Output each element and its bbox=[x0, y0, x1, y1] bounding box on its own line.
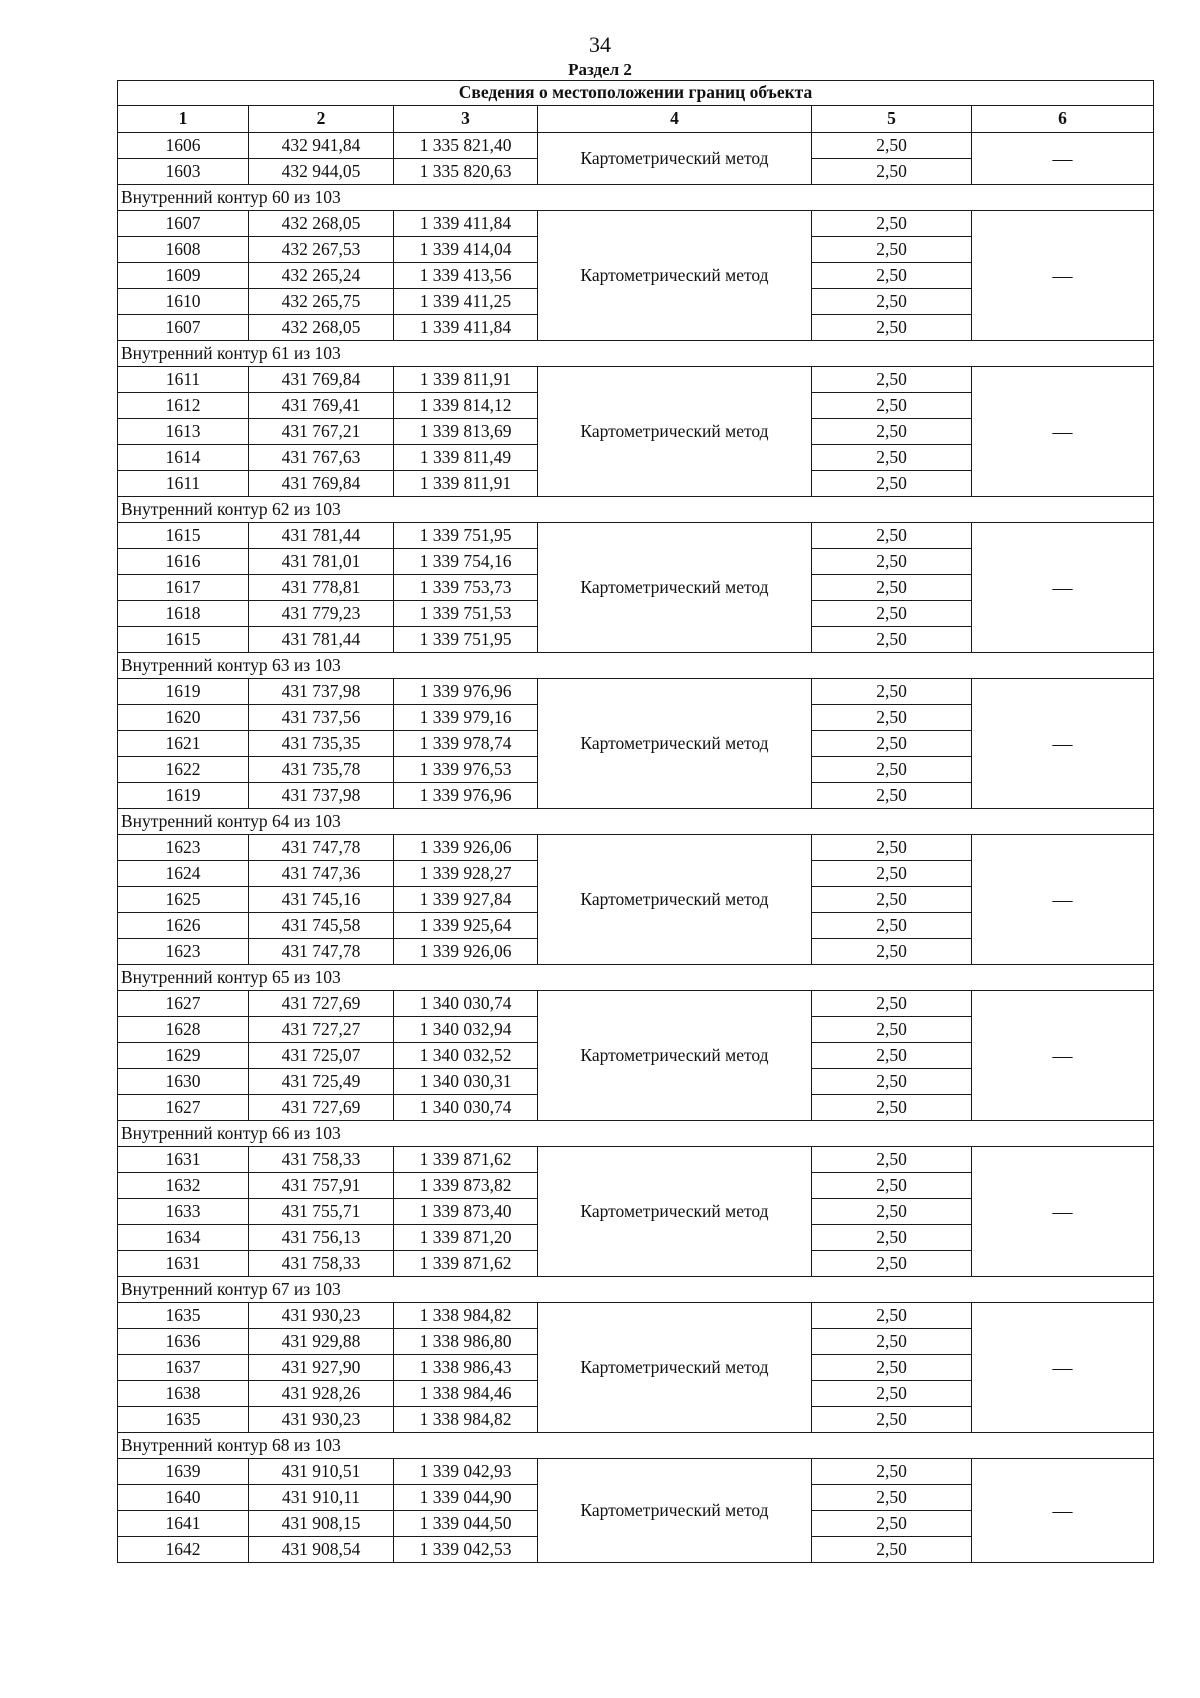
contour-label: Внутренний контур 61 из 103 bbox=[118, 341, 1154, 367]
coordinate-x-cell: 431 747,36 bbox=[249, 861, 394, 887]
coordinate-x-cell: 431 756,13 bbox=[249, 1225, 394, 1251]
coordinate-x-cell: 431 737,98 bbox=[249, 783, 394, 809]
coordinate-y-cell: 1 339 976,53 bbox=[394, 757, 538, 783]
table-row bbox=[118, 211, 1154, 237]
accuracy-cell: 2,50 bbox=[812, 1459, 972, 1485]
table-title-row bbox=[118, 81, 1154, 106]
boundary-coordinates-table bbox=[117, 80, 1154, 1563]
point-number-cell: 1611 bbox=[118, 471, 249, 497]
coordinate-x-cell: 431 758,33 bbox=[249, 1251, 394, 1277]
accuracy-cell: 2,50 bbox=[812, 523, 972, 549]
accuracy-cell: 2,50 bbox=[812, 237, 972, 263]
coordinate-y-cell: 1 339 926,06 bbox=[394, 939, 538, 965]
point-number-cell: 1619 bbox=[118, 679, 249, 705]
coordinate-x-cell: 431 747,78 bbox=[249, 835, 394, 861]
accuracy-cell: 2,50 bbox=[812, 1225, 972, 1251]
point-number-cell: 1615 bbox=[118, 523, 249, 549]
accuracy-cell: 2,50 bbox=[812, 549, 972, 575]
point-number-cell: 1617 bbox=[118, 575, 249, 601]
point-number-cell: 1612 bbox=[118, 393, 249, 419]
coordinate-x-cell: 431 727,69 bbox=[249, 991, 394, 1017]
coordinate-x-cell: 431 735,35 bbox=[249, 731, 394, 757]
point-number-cell: 1632 bbox=[118, 1173, 249, 1199]
section-label: Раздел 2 bbox=[568, 60, 632, 79]
coordinate-y-cell: 1 339 979,16 bbox=[394, 705, 538, 731]
accuracy-cell: 2,50 bbox=[812, 1173, 972, 1199]
coordinate-y-cell: 1 339 926,06 bbox=[394, 835, 538, 861]
coordinate-y-cell: 1 338 986,43 bbox=[394, 1355, 538, 1381]
coordinate-y-cell: 1 339 871,62 bbox=[394, 1251, 538, 1277]
coordinate-x-cell: 431 727,69 bbox=[249, 1095, 394, 1121]
point-number-cell: 1627 bbox=[118, 1095, 249, 1121]
description-cell: — bbox=[972, 1459, 1154, 1563]
coordinate-y-cell: 1 338 986,80 bbox=[394, 1329, 538, 1355]
accuracy-cell: 2,50 bbox=[812, 1381, 972, 1407]
accuracy-cell: 2,50 bbox=[812, 861, 972, 887]
coordinate-y-cell: 1 340 030,74 bbox=[394, 1095, 538, 1121]
coordinate-x-cell: 431 929,88 bbox=[249, 1329, 394, 1355]
coordinate-y-cell: 1 339 928,27 bbox=[394, 861, 538, 887]
accuracy-cell: 2,50 bbox=[812, 627, 972, 653]
point-number-cell: 1613 bbox=[118, 419, 249, 445]
coordinate-y-cell: 1 339 811,91 bbox=[394, 367, 538, 393]
coordinate-x-cell: 431 725,07 bbox=[249, 1043, 394, 1069]
table-row bbox=[118, 523, 1154, 549]
coordinate-y-cell: 1 339 873,40 bbox=[394, 1199, 538, 1225]
column-number-row bbox=[118, 106, 1154, 133]
point-number-cell: 1627 bbox=[118, 991, 249, 1017]
coordinate-x-cell: 431 745,16 bbox=[249, 887, 394, 913]
coordinate-y-cell: 1 339 925,64 bbox=[394, 913, 538, 939]
accuracy-cell: 2,50 bbox=[812, 1199, 972, 1225]
description-cell: — bbox=[972, 1303, 1154, 1433]
point-number-cell: 1623 bbox=[118, 939, 249, 965]
method-cell: Картометрический метод bbox=[538, 523, 812, 653]
point-number-cell: 1641 bbox=[118, 1511, 249, 1537]
accuracy-cell: 2,50 bbox=[812, 1485, 972, 1511]
coordinate-x-cell: 431 735,78 bbox=[249, 757, 394, 783]
contour-header-row bbox=[118, 809, 1154, 835]
accuracy-cell: 2,50 bbox=[812, 1355, 972, 1381]
coordinate-y-cell: 1 339 751,53 bbox=[394, 601, 538, 627]
coordinate-y-cell: 1 339 871,20 bbox=[394, 1225, 538, 1251]
coordinate-x-cell: 432 268,05 bbox=[249, 211, 394, 237]
contour-header-row bbox=[118, 185, 1154, 211]
point-number-cell: 1620 bbox=[118, 705, 249, 731]
method-cell: Картометрический метод bbox=[538, 133, 812, 185]
point-number-cell: 1615 bbox=[118, 627, 249, 653]
contour-header-row bbox=[118, 965, 1154, 991]
contour-label: Внутренний контур 65 из 103 bbox=[118, 965, 1154, 991]
accuracy-cell: 2,50 bbox=[812, 679, 972, 705]
column-number: 1 bbox=[118, 106, 249, 133]
contour-label: Внутренний контур 64 из 103 bbox=[118, 809, 1154, 835]
accuracy-cell: 2,50 bbox=[812, 1407, 972, 1433]
coordinate-x-cell: 431 781,01 bbox=[249, 549, 394, 575]
table-row bbox=[118, 367, 1154, 393]
coordinate-x-cell: 432 944,05 bbox=[249, 159, 394, 185]
coordinate-x-cell: 431 745,58 bbox=[249, 913, 394, 939]
coordinate-x-cell: 431 758,33 bbox=[249, 1147, 394, 1173]
coordinate-y-cell: 1 340 032,52 bbox=[394, 1043, 538, 1069]
accuracy-cell: 2,50 bbox=[812, 263, 972, 289]
point-number-cell: 1629 bbox=[118, 1043, 249, 1069]
description-cell: — bbox=[972, 835, 1154, 965]
coordinate-x-cell: 431 769,84 bbox=[249, 367, 394, 393]
coordinate-x-cell: 431 755,71 bbox=[249, 1199, 394, 1225]
contour-header-row bbox=[118, 341, 1154, 367]
point-number-cell: 1635 bbox=[118, 1303, 249, 1329]
accuracy-cell: 2,50 bbox=[812, 367, 972, 393]
point-number-cell: 1625 bbox=[118, 887, 249, 913]
contour-label: Внутренний контур 62 из 103 bbox=[118, 497, 1154, 523]
contour-header-row bbox=[118, 1277, 1154, 1303]
description-cell: — bbox=[972, 133, 1154, 185]
coordinate-y-cell: 1 335 820,63 bbox=[394, 159, 538, 185]
coordinate-y-cell: 1 339 044,50 bbox=[394, 1511, 538, 1537]
accuracy-cell: 2,50 bbox=[812, 1017, 972, 1043]
table-row bbox=[118, 1459, 1154, 1485]
point-number-cell: 1621 bbox=[118, 731, 249, 757]
coordinate-x-cell: 431 747,78 bbox=[249, 939, 394, 965]
description-cell: — bbox=[972, 211, 1154, 341]
point-number-cell: 1639 bbox=[118, 1459, 249, 1485]
contour-header-row bbox=[118, 653, 1154, 679]
coordinate-x-cell: 431 778,81 bbox=[249, 575, 394, 601]
point-number-cell: 1634 bbox=[118, 1225, 249, 1251]
coordinate-y-cell: 1 339 411,84 bbox=[394, 211, 538, 237]
point-number-cell: 1635 bbox=[118, 1407, 249, 1433]
method-cell: Картометрический метод bbox=[538, 1303, 812, 1433]
description-cell: — bbox=[972, 679, 1154, 809]
coordinate-x-cell: 432 268,05 bbox=[249, 315, 394, 341]
accuracy-cell: 2,50 bbox=[812, 1147, 972, 1173]
coordinate-y-cell: 1 339 751,95 bbox=[394, 523, 538, 549]
table-body bbox=[118, 81, 1154, 1563]
coordinate-x-cell: 431 767,21 bbox=[249, 419, 394, 445]
coordinate-x-cell: 431 910,11 bbox=[249, 1485, 394, 1511]
coordinate-x-cell: 431 908,15 bbox=[249, 1511, 394, 1537]
point-number-cell: 1631 bbox=[118, 1251, 249, 1277]
point-number-cell: 1609 bbox=[118, 263, 249, 289]
point-number-cell: 1619 bbox=[118, 783, 249, 809]
description-cell: — bbox=[972, 523, 1154, 653]
accuracy-cell: 2,50 bbox=[812, 159, 972, 185]
coordinate-y-cell: 1 339 753,73 bbox=[394, 575, 538, 601]
coordinate-x-cell: 432 941,84 bbox=[249, 133, 394, 159]
coordinate-x-cell: 431 767,63 bbox=[249, 445, 394, 471]
coordinate-y-cell: 1 338 984,82 bbox=[394, 1407, 538, 1433]
description-cell: — bbox=[972, 1147, 1154, 1277]
accuracy-cell: 2,50 bbox=[812, 705, 972, 731]
coordinate-x-cell: 431 737,98 bbox=[249, 679, 394, 705]
point-number-cell: 1637 bbox=[118, 1355, 249, 1381]
point-number-cell: 1638 bbox=[118, 1381, 249, 1407]
table-title: Сведения о местоположении границ объекта bbox=[118, 81, 1154, 106]
table-row bbox=[118, 835, 1154, 861]
accuracy-cell: 2,50 bbox=[812, 419, 972, 445]
method-cell: Картометрический метод bbox=[538, 1147, 812, 1277]
coordinate-y-cell: 1 338 984,82 bbox=[394, 1303, 538, 1329]
coordinate-y-cell: 1 340 030,31 bbox=[394, 1069, 538, 1095]
coordinate-x-cell: 431 908,54 bbox=[249, 1537, 394, 1563]
accuracy-cell: 2,50 bbox=[812, 757, 972, 783]
coordinate-y-cell: 1 339 414,04 bbox=[394, 237, 538, 263]
column-number: 6 bbox=[972, 106, 1154, 133]
coordinate-x-cell: 431 779,23 bbox=[249, 601, 394, 627]
accuracy-cell: 2,50 bbox=[812, 1511, 972, 1537]
coordinate-x-cell: 431 769,84 bbox=[249, 471, 394, 497]
point-number-cell: 1624 bbox=[118, 861, 249, 887]
coordinate-y-cell: 1 339 976,96 bbox=[394, 783, 538, 809]
contour-label: Внутренний контур 67 из 103 bbox=[118, 1277, 1154, 1303]
point-number-cell: 1633 bbox=[118, 1199, 249, 1225]
coordinate-x-cell: 431 757,91 bbox=[249, 1173, 394, 1199]
accuracy-cell: 2,50 bbox=[812, 289, 972, 315]
coordinate-y-cell: 1 339 042,93 bbox=[394, 1459, 538, 1485]
accuracy-cell: 2,50 bbox=[812, 471, 972, 497]
point-number-cell: 1640 bbox=[118, 1485, 249, 1511]
accuracy-cell: 2,50 bbox=[812, 1043, 972, 1069]
method-cell: Картометрический метод bbox=[538, 835, 812, 965]
point-number-cell: 1622 bbox=[118, 757, 249, 783]
point-number-cell: 1616 bbox=[118, 549, 249, 575]
column-number: 5 bbox=[812, 106, 972, 133]
coordinate-y-cell: 1 339 751,95 bbox=[394, 627, 538, 653]
contour-header-row bbox=[118, 1121, 1154, 1147]
point-number-cell: 1630 bbox=[118, 1069, 249, 1095]
accuracy-cell: 2,50 bbox=[812, 1095, 972, 1121]
coordinate-x-cell: 431 927,90 bbox=[249, 1355, 394, 1381]
coordinate-y-cell: 1 335 821,40 bbox=[394, 133, 538, 159]
accuracy-cell: 2,50 bbox=[812, 393, 972, 419]
coordinate-x-cell: 431 930,23 bbox=[249, 1407, 394, 1433]
accuracy-cell: 2,50 bbox=[812, 133, 972, 159]
coordinate-x-cell: 432 265,24 bbox=[249, 263, 394, 289]
column-number: 2 bbox=[249, 106, 394, 133]
accuracy-cell: 2,50 bbox=[812, 1303, 972, 1329]
accuracy-cell: 2,50 bbox=[812, 887, 972, 913]
coordinate-y-cell: 1 339 411,25 bbox=[394, 289, 538, 315]
table-row bbox=[118, 679, 1154, 705]
contour-label: Внутренний контур 66 из 103 bbox=[118, 1121, 1154, 1147]
page-number: 34 bbox=[589, 32, 611, 57]
coordinate-y-cell: 1 339 871,62 bbox=[394, 1147, 538, 1173]
point-number-cell: 1611 bbox=[118, 367, 249, 393]
coordinate-x-cell: 431 737,56 bbox=[249, 705, 394, 731]
description-cell: — bbox=[972, 367, 1154, 497]
coordinate-x-cell: 431 769,41 bbox=[249, 393, 394, 419]
table-row bbox=[118, 1303, 1154, 1329]
coordinate-x-cell: 431 781,44 bbox=[249, 523, 394, 549]
coordinate-x-cell: 431 781,44 bbox=[249, 627, 394, 653]
description-cell: — bbox=[972, 991, 1154, 1121]
point-number-cell: 1614 bbox=[118, 445, 249, 471]
point-number-cell: 1631 bbox=[118, 1147, 249, 1173]
contour-label: Внутренний контур 60 из 103 bbox=[118, 185, 1154, 211]
point-number-cell: 1636 bbox=[118, 1329, 249, 1355]
coordinate-y-cell: 1 339 976,96 bbox=[394, 679, 538, 705]
coordinate-y-cell: 1 339 927,84 bbox=[394, 887, 538, 913]
method-cell: Картометрический метод bbox=[538, 991, 812, 1121]
accuracy-cell: 2,50 bbox=[812, 601, 972, 627]
accuracy-cell: 2,50 bbox=[812, 939, 972, 965]
accuracy-cell: 2,50 bbox=[812, 1329, 972, 1355]
contour-label: Внутренний контур 63 из 103 bbox=[118, 653, 1154, 679]
accuracy-cell: 2,50 bbox=[812, 1251, 972, 1277]
method-cell: Картометрический метод bbox=[538, 679, 812, 809]
method-cell: Картометрический метод bbox=[538, 367, 812, 497]
coordinate-x-cell: 432 265,75 bbox=[249, 289, 394, 315]
point-number-cell: 1603 bbox=[118, 159, 249, 185]
point-number-cell: 1606 bbox=[118, 133, 249, 159]
accuracy-cell: 2,50 bbox=[812, 575, 972, 601]
coordinate-y-cell: 1 339 811,91 bbox=[394, 471, 538, 497]
point-number-cell: 1607 bbox=[118, 211, 249, 237]
coordinate-y-cell: 1 339 813,69 bbox=[394, 419, 538, 445]
point-number-cell: 1642 bbox=[118, 1537, 249, 1563]
point-number-cell: 1623 bbox=[118, 835, 249, 861]
coordinate-y-cell: 1 339 042,53 bbox=[394, 1537, 538, 1563]
point-number-cell: 1626 bbox=[118, 913, 249, 939]
accuracy-cell: 2,50 bbox=[812, 731, 972, 757]
coordinate-x-cell: 431 928,26 bbox=[249, 1381, 394, 1407]
accuracy-cell: 2,50 bbox=[812, 991, 972, 1017]
point-number-cell: 1608 bbox=[118, 237, 249, 263]
method-cell: Картометрический метод bbox=[538, 1459, 812, 1563]
coordinate-x-cell: 431 930,23 bbox=[249, 1303, 394, 1329]
accuracy-cell: 2,50 bbox=[812, 835, 972, 861]
contour-header-row bbox=[118, 497, 1154, 523]
coordinate-y-cell: 1 339 978,74 bbox=[394, 731, 538, 757]
method-cell: Картометрический метод bbox=[538, 211, 812, 341]
accuracy-cell: 2,50 bbox=[812, 445, 972, 471]
accuracy-cell: 2,50 bbox=[812, 783, 972, 809]
accuracy-cell: 2,50 bbox=[812, 211, 972, 237]
point-number-cell: 1628 bbox=[118, 1017, 249, 1043]
accuracy-cell: 2,50 bbox=[812, 1537, 972, 1563]
point-number-cell: 1607 bbox=[118, 315, 249, 341]
table-row bbox=[118, 1147, 1154, 1173]
coordinate-x-cell: 431 910,51 bbox=[249, 1459, 394, 1485]
column-number: 3 bbox=[394, 106, 538, 133]
coordinate-y-cell: 1 339 044,90 bbox=[394, 1485, 538, 1511]
coordinate-y-cell: 1 340 030,74 bbox=[394, 991, 538, 1017]
table-row bbox=[118, 133, 1154, 159]
coordinate-x-cell: 431 725,49 bbox=[249, 1069, 394, 1095]
contour-header-row bbox=[118, 1433, 1154, 1459]
contour-label: Внутренний контур 68 из 103 bbox=[118, 1433, 1154, 1459]
accuracy-cell: 2,50 bbox=[812, 315, 972, 341]
coordinate-x-cell: 431 727,27 bbox=[249, 1017, 394, 1043]
coordinate-y-cell: 1 339 873,82 bbox=[394, 1173, 538, 1199]
coordinate-y-cell: 1 339 754,16 bbox=[394, 549, 538, 575]
table-row bbox=[118, 991, 1154, 1017]
accuracy-cell: 2,50 bbox=[812, 913, 972, 939]
coordinate-y-cell: 1 340 032,94 bbox=[394, 1017, 538, 1043]
coordinate-y-cell: 1 339 811,49 bbox=[394, 445, 538, 471]
coordinate-y-cell: 1 339 814,12 bbox=[394, 393, 538, 419]
coordinate-x-cell: 432 267,53 bbox=[249, 237, 394, 263]
accuracy-cell: 2,50 bbox=[812, 1069, 972, 1095]
column-number: 4 bbox=[538, 106, 812, 133]
point-number-cell: 1610 bbox=[118, 289, 249, 315]
coordinate-y-cell: 1 339 411,84 bbox=[394, 315, 538, 341]
point-number-cell: 1618 bbox=[118, 601, 249, 627]
coordinate-y-cell: 1 339 413,56 bbox=[394, 263, 538, 289]
coordinate-y-cell: 1 338 984,46 bbox=[394, 1381, 538, 1407]
